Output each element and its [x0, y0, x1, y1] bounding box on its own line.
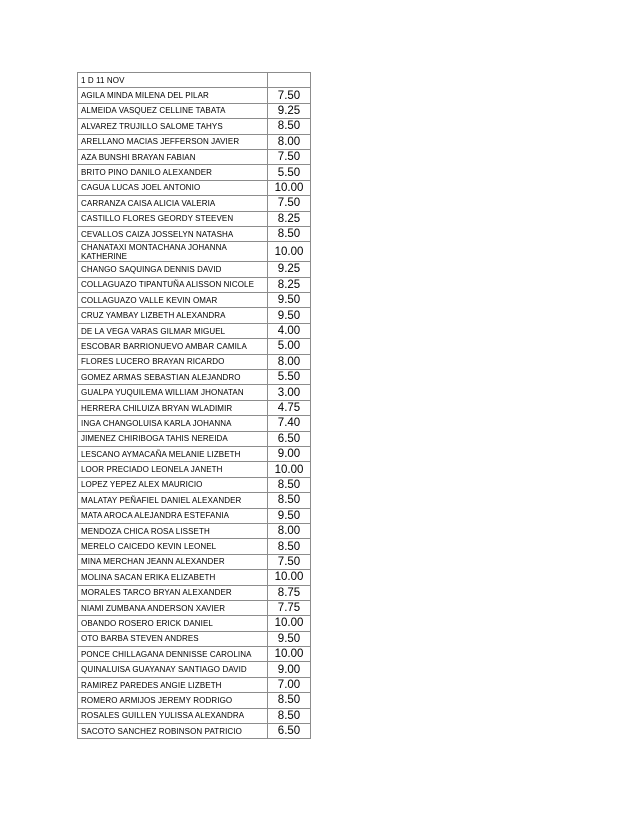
table-row [78, 708, 311, 723]
student-grade-cell: 5.00 [268, 339, 311, 354]
student-name-cell: ROMERO ARMIJOS JEREMY RODRIGO [78, 693, 268, 708]
student-name-cell: CEVALLOS CAIZA JOSSELYN NATASHA [78, 226, 268, 241]
table-header-row [78, 73, 311, 88]
course-title-cell: 1 D 11 NOV [78, 73, 268, 88]
student-grade-cell: 9.50 [268, 308, 311, 323]
student-name-cell: MINA MERCHAN JEANN ALEXANDER [78, 554, 268, 569]
student-grade-cell: 8.50 [268, 493, 311, 508]
student-grade-cell: 6.50 [268, 431, 311, 446]
student-name-cell: ARELLANO MACIAS JEFFERSON JAVIER [78, 134, 268, 149]
table-row [78, 523, 311, 538]
student-name-cell: BRITO PINO DANILO ALEXANDER [78, 165, 268, 180]
table-row [78, 585, 311, 600]
student-name-cell: CHANATAXI MONTACHANA JOHANNA KATHERINE [78, 242, 268, 262]
student-grade-cell: 10.00 [268, 616, 311, 631]
table-row [78, 323, 311, 338]
table-row [78, 370, 311, 385]
table-row [78, 554, 311, 569]
student-grade-cell: 9.50 [268, 508, 311, 523]
student-name-cell: MALATAY PEÑAFIEL DANIEL ALEXANDER [78, 493, 268, 508]
grades-table [77, 72, 311, 739]
student-name-cell: COLLAGUAZO TIPANTUÑA ALISSON NICOLE [78, 277, 268, 292]
table-row [78, 242, 311, 262]
student-name-cell: FLORES LUCERO BRAYAN RICARDO [78, 354, 268, 369]
student-name-cell: GUALPA YUQUILEMA WILLIAM JHONATAN [78, 385, 268, 400]
student-grade-cell: 10.00 [268, 180, 311, 195]
grades-table-body [78, 73, 311, 739]
student-name-cell: CRUZ YAMBAY LIZBETH ALEXANDRA [78, 308, 268, 323]
student-grade-cell: 8.75 [268, 585, 311, 600]
table-row [78, 226, 311, 241]
student-grade-cell: 7.50 [268, 88, 311, 103]
table-row [78, 600, 311, 615]
student-grade-cell: 9.00 [268, 662, 311, 677]
table-row [78, 647, 311, 662]
table-row [78, 262, 311, 277]
table-row [78, 631, 311, 646]
table-row [78, 354, 311, 369]
student-name-cell: DE LA VEGA VARAS GILMAR MIGUEL [78, 323, 268, 338]
student-name-cell: PONCE CHILLAGANA DENNISSE CAROLINA [78, 647, 268, 662]
table-row [78, 277, 311, 292]
table-row [78, 149, 311, 164]
student-name-cell: QUINALUISA GUAYANAY SANTIAGO DAVID [78, 662, 268, 677]
student-name-cell: AGILA MINDA MILENA DEL PILAR [78, 88, 268, 103]
table-row [78, 616, 311, 631]
student-grade-cell: 9.25 [268, 103, 311, 118]
table-row [78, 662, 311, 677]
student-grade-cell: 9.25 [268, 262, 311, 277]
student-name-cell: COLLAGUAZO VALLE KEVIN OMAR [78, 293, 268, 308]
student-grade-cell: 6.50 [268, 724, 311, 739]
student-grade-cell: 4.00 [268, 323, 311, 338]
student-name-cell: LOPEZ YEPEZ ALEX MAURICIO [78, 477, 268, 492]
student-name-cell: LESCANO AYMACAÑA MELANIE LIZBETH [78, 446, 268, 461]
student-grade-cell: 8.25 [268, 277, 311, 292]
table-row [78, 477, 311, 492]
student-name-cell: ALMEIDA VASQUEZ CELLINE TABATA [78, 103, 268, 118]
student-name-cell: ROSALES GUILLEN YULISSA ALEXANDRA [78, 708, 268, 723]
student-grade-cell: 8.50 [268, 477, 311, 492]
table-row [78, 180, 311, 195]
student-name-cell: CAGUA LUCAS JOEL ANTONIO [78, 180, 268, 195]
student-name-cell: LOOR PRECIADO LEONELA JANETH [78, 462, 268, 477]
table-row [78, 693, 311, 708]
student-grade-cell: 7.00 [268, 677, 311, 692]
table-row [78, 134, 311, 149]
student-name-cell: MATA AROCA ALEJANDRA ESTEFANIA [78, 508, 268, 523]
student-grade-cell: 3.00 [268, 385, 311, 400]
student-grade-cell: 9.50 [268, 631, 311, 646]
student-name-cell: SACOTO SANCHEZ ROBINSON PATRICIO [78, 724, 268, 739]
student-grade-cell: 8.25 [268, 211, 311, 226]
student-grade-cell: 10.00 [268, 242, 311, 262]
student-grade-cell: 4.75 [268, 400, 311, 415]
table-row [78, 416, 311, 431]
table-row [78, 339, 311, 354]
student-name-cell: OBANDO ROSERO ERICK DANIEL [78, 616, 268, 631]
table-row [78, 539, 311, 554]
student-name-cell: INGA CHANGOLUISA KARLA JOHANNA [78, 416, 268, 431]
student-name-cell: OTO BARBA STEVEN ANDRES [78, 631, 268, 646]
table-row [78, 88, 311, 103]
student-name-cell: MERELO CAICEDO KEVIN LEONEL [78, 539, 268, 554]
student-grade-cell: 7.40 [268, 416, 311, 431]
table-row [78, 400, 311, 415]
student-name-cell: GOMEZ ARMAS SEBASTIAN ALEJANDRO [78, 370, 268, 385]
student-grade-cell: 7.50 [268, 149, 311, 164]
table-row [78, 308, 311, 323]
student-grade-cell: 10.00 [268, 647, 311, 662]
student-name-cell: ESCOBAR BARRIONUEVO AMBAR CAMILA [78, 339, 268, 354]
table-row [78, 570, 311, 585]
student-grade-cell: 7.50 [268, 554, 311, 569]
grade-header-cell [268, 73, 311, 88]
table-row [78, 211, 311, 226]
student-grade-cell: 10.00 [268, 462, 311, 477]
student-name-cell: CASTILLO FLORES GEORDY STEEVEN [78, 211, 268, 226]
student-name-cell: HERRERA CHILUIZA BRYAN WLADIMIR [78, 400, 268, 415]
table-row [78, 165, 311, 180]
table-row [78, 493, 311, 508]
student-grade-cell: 9.50 [268, 293, 311, 308]
student-grade-cell: 8.50 [268, 119, 311, 134]
student-name-cell: MENDOZA CHICA ROSA LISSETH [78, 523, 268, 538]
table-row [78, 462, 311, 477]
table-row [78, 431, 311, 446]
student-grade-cell: 10.00 [268, 570, 311, 585]
table-row [78, 446, 311, 461]
student-grade-cell: 8.50 [268, 708, 311, 723]
student-name-cell: NIAMI ZUMBANA ANDERSON XAVIER [78, 600, 268, 615]
student-grade-cell: 5.50 [268, 165, 311, 180]
student-name-cell: RAMIREZ PAREDES ANGIE LIZBETH [78, 677, 268, 692]
student-name-cell: CHANGO SAQUINGA DENNIS DAVID [78, 262, 268, 277]
student-name-cell: AZA BUNSHI BRAYAN FABIAN [78, 149, 268, 164]
table-row [78, 724, 311, 739]
student-grade-cell: 8.00 [268, 523, 311, 538]
student-grade-cell: 8.50 [268, 226, 311, 241]
student-name-cell: ALVAREZ TRUJILLO SALOME TAHYS [78, 119, 268, 134]
student-grade-cell: 8.00 [268, 134, 311, 149]
student-grade-cell: 7.50 [268, 196, 311, 211]
student-grade-cell: 8.50 [268, 693, 311, 708]
table-row [78, 196, 311, 211]
student-grade-cell: 8.50 [268, 539, 311, 554]
table-row [78, 677, 311, 692]
student-grade-cell: 7.75 [268, 600, 311, 615]
table-row [78, 293, 311, 308]
student-grade-cell: 9.00 [268, 446, 311, 461]
table-row [78, 385, 311, 400]
student-grade-cell: 5.50 [268, 370, 311, 385]
table-row [78, 508, 311, 523]
table-row [78, 119, 311, 134]
student-grade-cell: 8.00 [268, 354, 311, 369]
student-name-cell: CARRANZA CAISA ALICIA VALERIA [78, 196, 268, 211]
student-name-cell: MORALES TARCO BRYAN ALEXANDER [78, 585, 268, 600]
table-row [78, 103, 311, 118]
student-name-cell: JIMENEZ CHIRIBOGA TAHIS NEREIDA [78, 431, 268, 446]
student-name-cell: MOLINA SACAN ERIKA ELIZABETH [78, 570, 268, 585]
